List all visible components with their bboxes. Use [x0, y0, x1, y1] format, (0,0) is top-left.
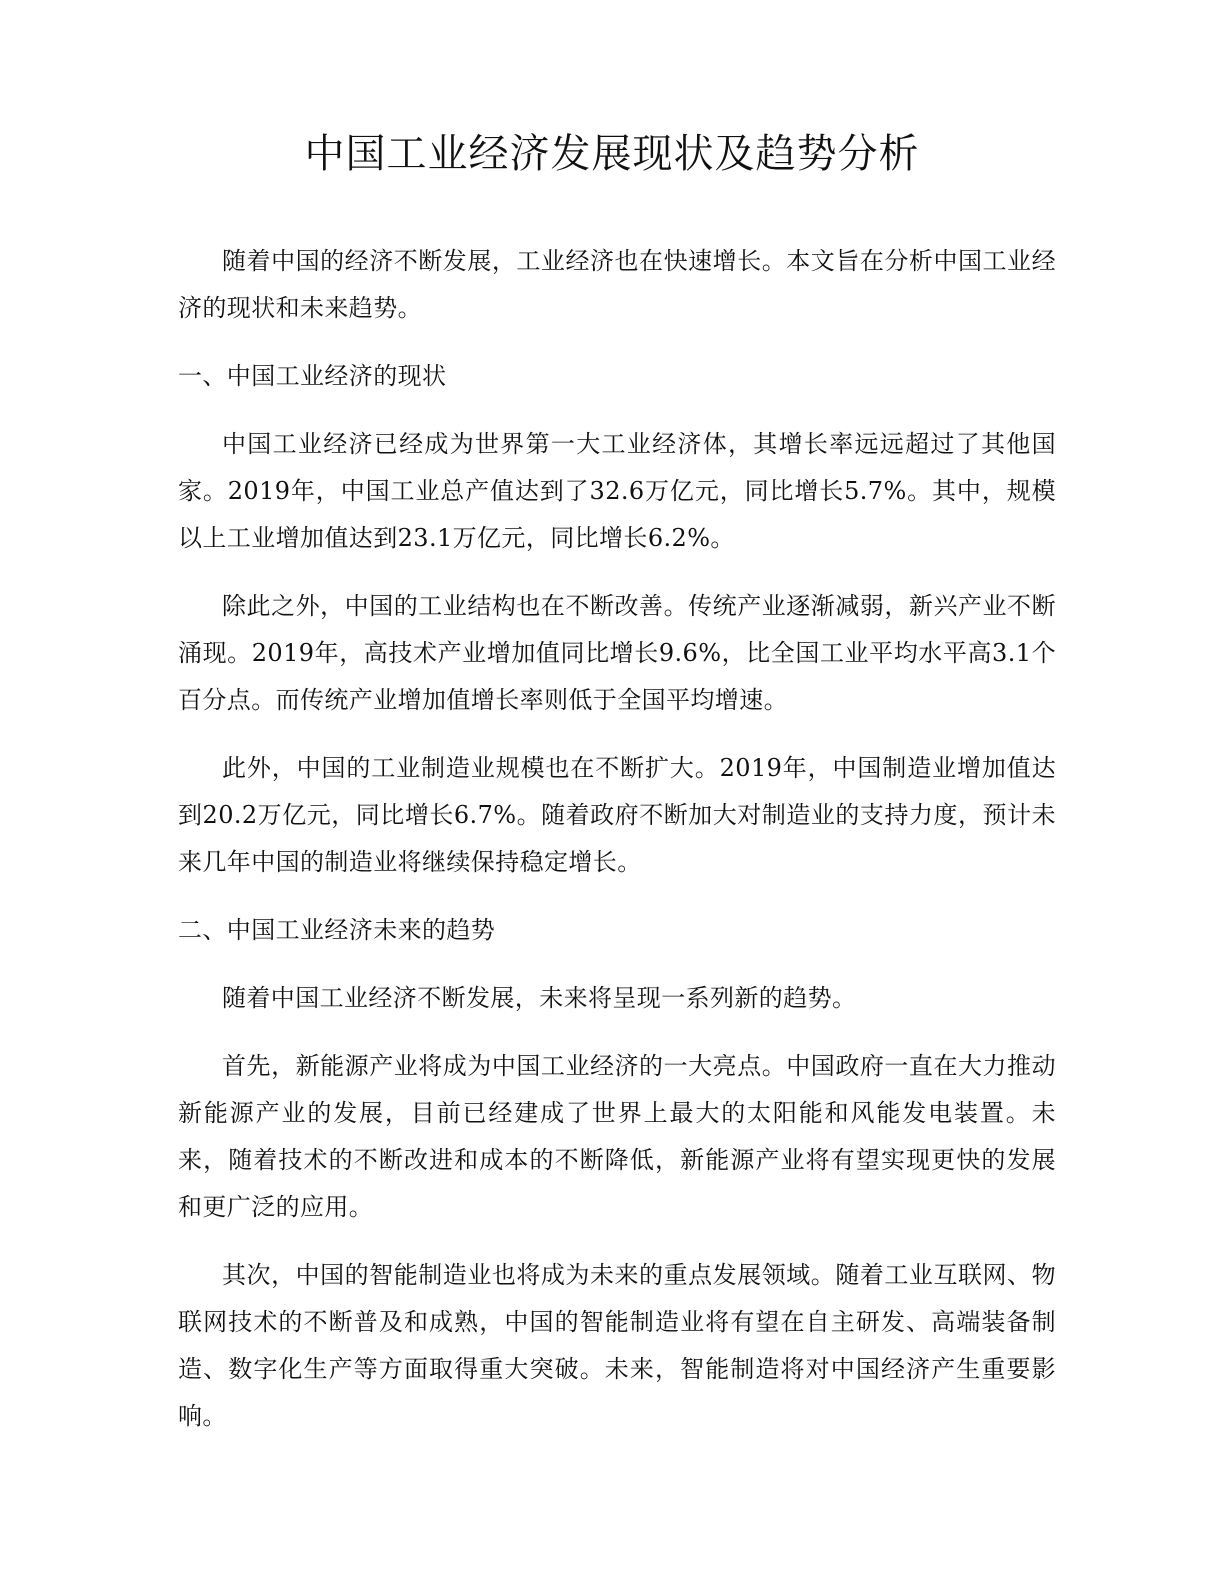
section-1-paragraph: 此外，中国的工业制造业规模也在不断扩大。2019年，中国制造业增加值达到20.2万亿元，同比增长6.7%。随着政府不断加大对制造业的支持力度，预计未来几年中国的制造业将继续保持稳定增长。: [178, 754, 1056, 876]
section-2-paragraph: 首先，新能源产业将成为中国工业经济的一大亮点。中国政府一直在大力推动新能源产业的发展，目前已经建成了世界上最大的太阳能和风能发电装置。未来，随着技术的不断改进和成本的不断降低，新能源产业将有望实现更快的发展和更广泛的应用。: [178, 1052, 1056, 1221]
section-1-paragraph: 中国工业经济已经成为世界第一大工业经济体，其增长率远远超过了其他国家。2019年，中国工业总产值达到了32.6万亿元，同比增长5.7%。其中，规模以上工业增加值达到23.1万亿元，同比增长6.2%。: [178, 430, 1056, 552]
section-2-heading: 二、中国工业经济未来的趋势: [178, 916, 496, 944]
section-2-paragraph: 其次，中国的智能制造业也将成为未来的重点发展领域。随着工业互联网、物联网技术的不断普及和成熟，中国的智能制造业将有望在自主研发、高端装备制造、数字化生产等方面取得重大突破。未来，智能制造将对中国经济产生重要影响。: [178, 1261, 1056, 1430]
section-2-paragraph: 随着中国工业经济不断发展，未来将呈现一系列新的趋势。: [222, 984, 857, 1012]
intro-paragraph: 随着中国的经济不断发展，工业经济也在快速增长。本文旨在分析中国工业经济的现状和未来趋势。: [178, 247, 1056, 322]
section-1-heading: 一、中国工业经济的现状: [178, 362, 447, 390]
document-title: 中国工业经济发展现状及趋势分析: [304, 131, 920, 177]
section-1-paragraph: 除此之外，中国的工业结构也在不断改善。传统产业逐渐减弱，新兴产业不断涌现。2019年，高技术产业增加值同比增长9.6%，比全国工业平均水平高3.1个百分点。而传统产业增加值增长率则低于全国平均增速。: [178, 592, 1056, 714]
document-body: [178, 238, 1056, 1461]
